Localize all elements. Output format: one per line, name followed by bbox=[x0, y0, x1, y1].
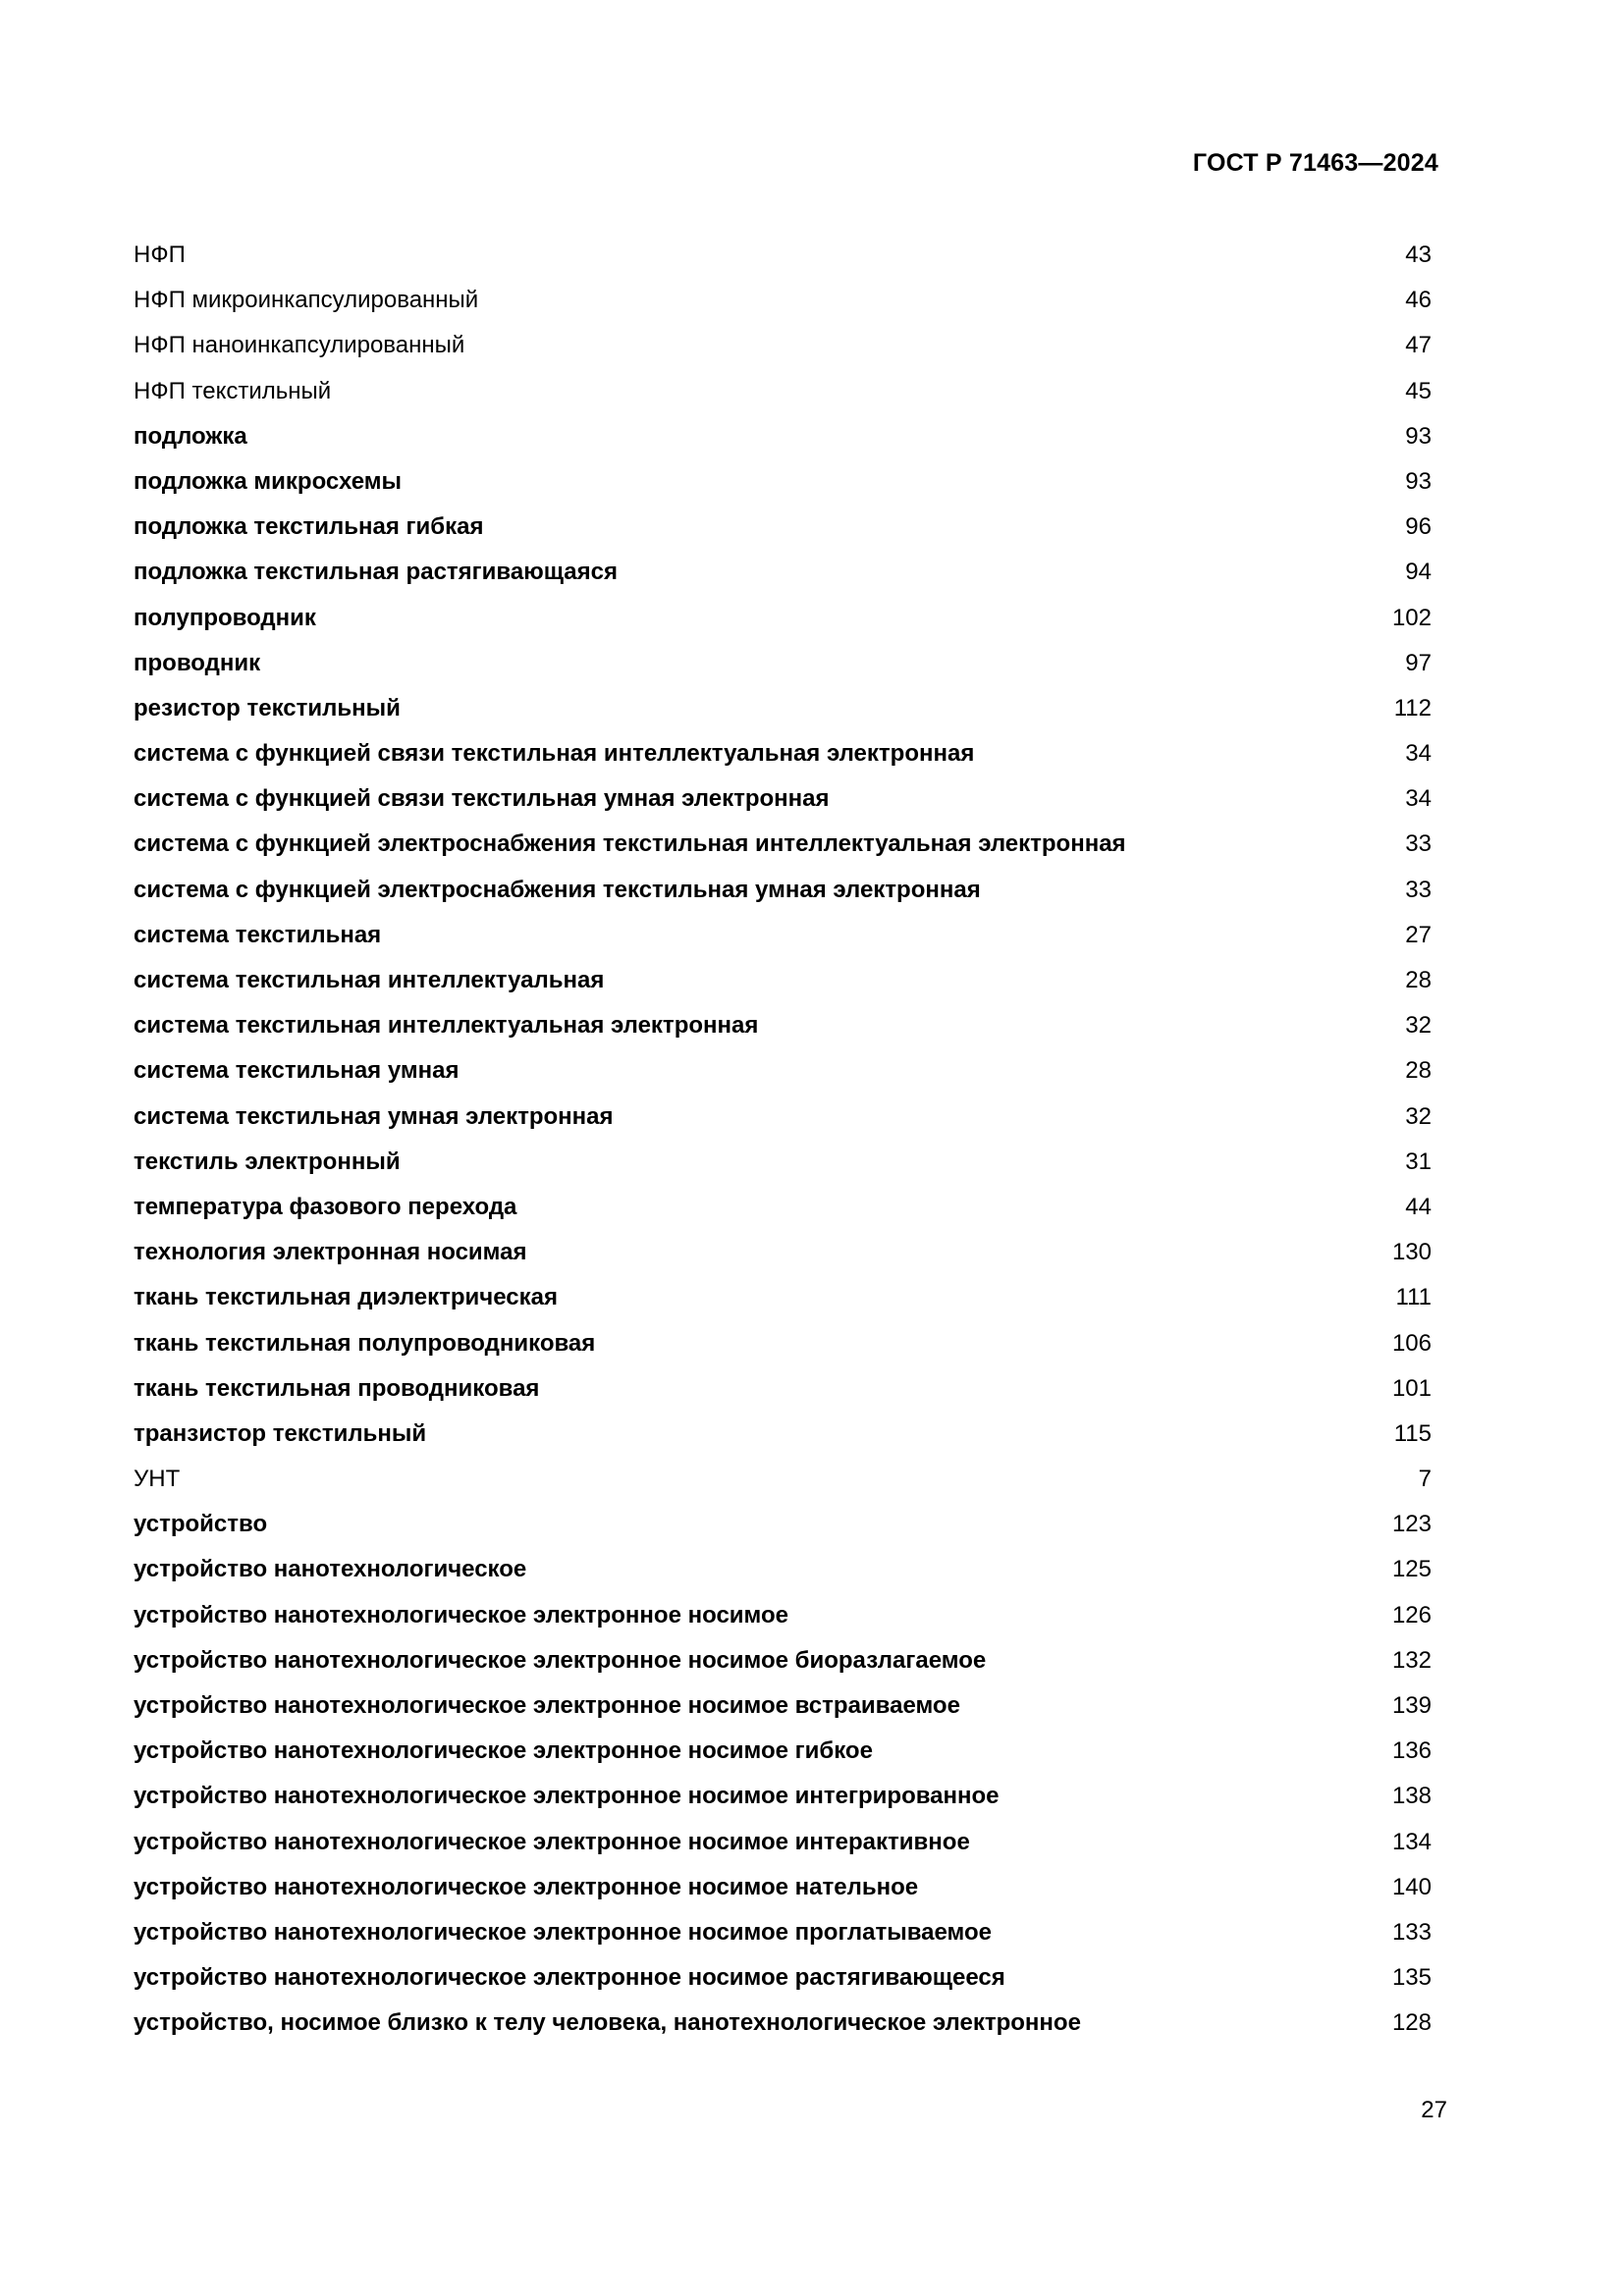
index-term: УНТ bbox=[134, 1466, 181, 1493]
index-entry bbox=[134, 648, 1432, 693]
index-page-ref: 134 bbox=[1391, 1828, 1432, 1855]
index-term: ткань текстильная проводниковая bbox=[134, 1374, 540, 1402]
index-term: подложка микросхемы bbox=[134, 467, 402, 495]
index-entry bbox=[134, 1554, 1432, 1599]
index-page-ref: 133 bbox=[1391, 1918, 1432, 1946]
index-page-ref: 112 bbox=[1393, 694, 1432, 721]
index-term: транзистор текстильный bbox=[134, 1419, 427, 1447]
index-page-ref: 32 bbox=[1405, 1102, 1432, 1130]
index-page-ref: 97 bbox=[1405, 649, 1432, 676]
index-entry bbox=[134, 1192, 1432, 1237]
index-page-ref: 33 bbox=[1405, 876, 1432, 903]
index-page-ref: 34 bbox=[1405, 740, 1432, 768]
index-term: устройство bbox=[134, 1511, 268, 1538]
index-entry bbox=[134, 1917, 1432, 1962]
index-page-ref: 93 bbox=[1405, 422, 1432, 450]
index-term: НФП текстильный bbox=[134, 377, 332, 404]
index-term: устройство нанотехнологическое электронное носимое растягивающееся bbox=[134, 1964, 1005, 1992]
index-entry bbox=[134, 1645, 1432, 1690]
index-page-ref: 27 bbox=[1405, 921, 1432, 948]
index-page-ref: 125 bbox=[1391, 1556, 1432, 1583]
index-page-ref: 47 bbox=[1405, 332, 1432, 359]
index-page-ref: 96 bbox=[1405, 513, 1432, 541]
index-page-ref: 44 bbox=[1405, 1193, 1432, 1220]
index-term: резистор текстильный bbox=[134, 694, 401, 721]
index-entry bbox=[134, 1781, 1432, 1826]
index-page-ref: 31 bbox=[1405, 1148, 1432, 1175]
index-page-ref: 123 bbox=[1391, 1511, 1432, 1538]
index-entry bbox=[134, 1735, 1432, 1781]
index-term: НФП bbox=[134, 241, 186, 268]
index-page-ref: 101 bbox=[1391, 1374, 1432, 1402]
index-entry bbox=[134, 1509, 1432, 1554]
index-term: система текстильная умная bbox=[134, 1057, 460, 1085]
index-term: устройство нанотехнологическое электронное носимое встраиваемое bbox=[134, 1692, 960, 1719]
index-entry bbox=[134, 2007, 1432, 2053]
index-entry bbox=[134, 1147, 1432, 1192]
index-page-ref: 33 bbox=[1405, 830, 1432, 858]
index-term: система с функцией связи текстильная умная электронная bbox=[134, 785, 830, 813]
index-term: НФП микроинкапсулированный bbox=[134, 287, 479, 314]
index-entry bbox=[134, 1690, 1432, 1735]
index-entry bbox=[134, 875, 1432, 920]
index-page-ref: 115 bbox=[1393, 1419, 1432, 1447]
index-term: устройство нанотехнологическое электронное носимое нательное bbox=[134, 1873, 919, 1900]
index-page-ref: 45 bbox=[1405, 377, 1432, 404]
index-page-ref: 46 bbox=[1405, 287, 1432, 314]
index-term: текстиль электронный bbox=[134, 1148, 401, 1175]
index-term: температура фазового перехода bbox=[134, 1193, 517, 1220]
index-page-ref: 140 bbox=[1391, 1873, 1432, 1900]
index-term: ткань текстильная диэлектрическая bbox=[134, 1284, 558, 1311]
index-term: устройство нанотехнологическое электронное носимое bbox=[134, 1601, 788, 1629]
index-entry bbox=[134, 1418, 1432, 1464]
index-page-ref: 32 bbox=[1405, 1012, 1432, 1040]
index-entry bbox=[134, 511, 1432, 557]
index-entry bbox=[134, 1464, 1432, 1509]
index-term: подложка bbox=[134, 422, 247, 450]
alphabetical-index bbox=[134, 240, 1432, 2054]
index-term: система с функцией электроснабжения текстильная интеллектуальная электронная bbox=[134, 830, 1126, 858]
index-term: полупроводник bbox=[134, 604, 316, 631]
index-term: устройство нанотехнологическое bbox=[134, 1556, 527, 1583]
index-page-ref: 94 bbox=[1405, 559, 1432, 586]
index-entry bbox=[134, 693, 1432, 738]
index-term: устройство нанотехнологическое электронное носимое биоразлагаемое bbox=[134, 1646, 987, 1674]
index-page-ref: 139 bbox=[1391, 1692, 1432, 1719]
index-page-ref: 132 bbox=[1391, 1646, 1432, 1674]
index-page-ref: 138 bbox=[1391, 1783, 1432, 1810]
index-term: система текстильная интеллектуальная электронная bbox=[134, 1012, 759, 1040]
index-term: устройство нанотехнологическое электронное носимое гибкое bbox=[134, 1737, 873, 1765]
index-entry bbox=[134, 1827, 1432, 1872]
index-page-ref: 128 bbox=[1391, 2009, 1432, 2037]
index-entry bbox=[134, 920, 1432, 965]
index-term: устройство нанотехнологическое электронное носимое проглатываемое bbox=[134, 1918, 992, 1946]
index-entry bbox=[134, 466, 1432, 511]
index-entry bbox=[134, 1101, 1432, 1147]
index-page-ref: 34 bbox=[1405, 785, 1432, 813]
index-entry bbox=[134, 1055, 1432, 1100]
index-term: устройство нанотехнологическое электронное носимое интегрированное bbox=[134, 1783, 1000, 1810]
index-entry bbox=[134, 1010, 1432, 1055]
index-entry bbox=[134, 240, 1432, 285]
index-term: технология электронная носимая bbox=[134, 1239, 527, 1266]
page-number: 27 bbox=[1421, 2097, 1447, 2123]
index-entry bbox=[134, 738, 1432, 783]
index-page-ref: 93 bbox=[1405, 467, 1432, 495]
index-term: подложка текстильная гибкая bbox=[134, 513, 484, 541]
index-term: система текстильная умная электронная bbox=[134, 1102, 614, 1130]
index-page-ref: 106 bbox=[1391, 1329, 1432, 1357]
index-entry bbox=[134, 1872, 1432, 1917]
index-page-ref: 130 bbox=[1391, 1239, 1432, 1266]
index-page-ref: 28 bbox=[1405, 1057, 1432, 1085]
index-entry bbox=[134, 1237, 1432, 1282]
index-entry bbox=[134, 965, 1432, 1010]
index-term: система текстильная bbox=[134, 921, 382, 948]
index-term: устройство, носимое близко к телу человека, нанотехнологическое электронное bbox=[134, 2009, 1081, 2037]
index-entry bbox=[134, 557, 1432, 602]
index-page-ref: 111 bbox=[1395, 1284, 1432, 1311]
index-page-ref: 126 bbox=[1391, 1601, 1432, 1629]
index-term: система текстильная интеллектуальная bbox=[134, 967, 605, 993]
index-term: система с функцией электроснабжения текстильная умная электронная bbox=[134, 876, 981, 903]
index-entry bbox=[134, 603, 1432, 648]
index-entry bbox=[134, 1962, 1432, 2007]
index-entry bbox=[134, 1282, 1432, 1327]
index-entry bbox=[134, 330, 1432, 375]
index-page-ref: 43 bbox=[1405, 241, 1432, 268]
index-entry bbox=[134, 1600, 1432, 1645]
index-page-ref: 28 bbox=[1405, 967, 1432, 993]
index-page-ref: 135 bbox=[1391, 1964, 1432, 1992]
index-entry bbox=[134, 421, 1432, 466]
index-page-ref: 102 bbox=[1391, 604, 1432, 631]
index-entry bbox=[134, 828, 1432, 874]
index-term: система с функцией связи текстильная интеллектуальная электронная bbox=[134, 740, 975, 768]
index-page-ref: 136 bbox=[1391, 1737, 1432, 1765]
document-id-header: ГОСТ Р 71463—2024 bbox=[1192, 149, 1438, 177]
index-entry bbox=[134, 285, 1432, 330]
index-term: проводник bbox=[134, 649, 261, 676]
index-entry bbox=[134, 376, 1432, 421]
index-page-ref: 7 bbox=[1418, 1466, 1432, 1493]
index-term: подложка текстильная растягивающаяся bbox=[134, 559, 618, 586]
index-term: НФП наноинкапсулированный bbox=[134, 332, 465, 359]
index-entry bbox=[134, 1328, 1432, 1373]
index-entry bbox=[134, 1373, 1432, 1418]
index-entry bbox=[134, 783, 1432, 828]
index-term: устройство нанотехнологическое электронное носимое интерактивное bbox=[134, 1828, 970, 1855]
index-term: ткань текстильная полупроводниковая bbox=[134, 1329, 596, 1357]
